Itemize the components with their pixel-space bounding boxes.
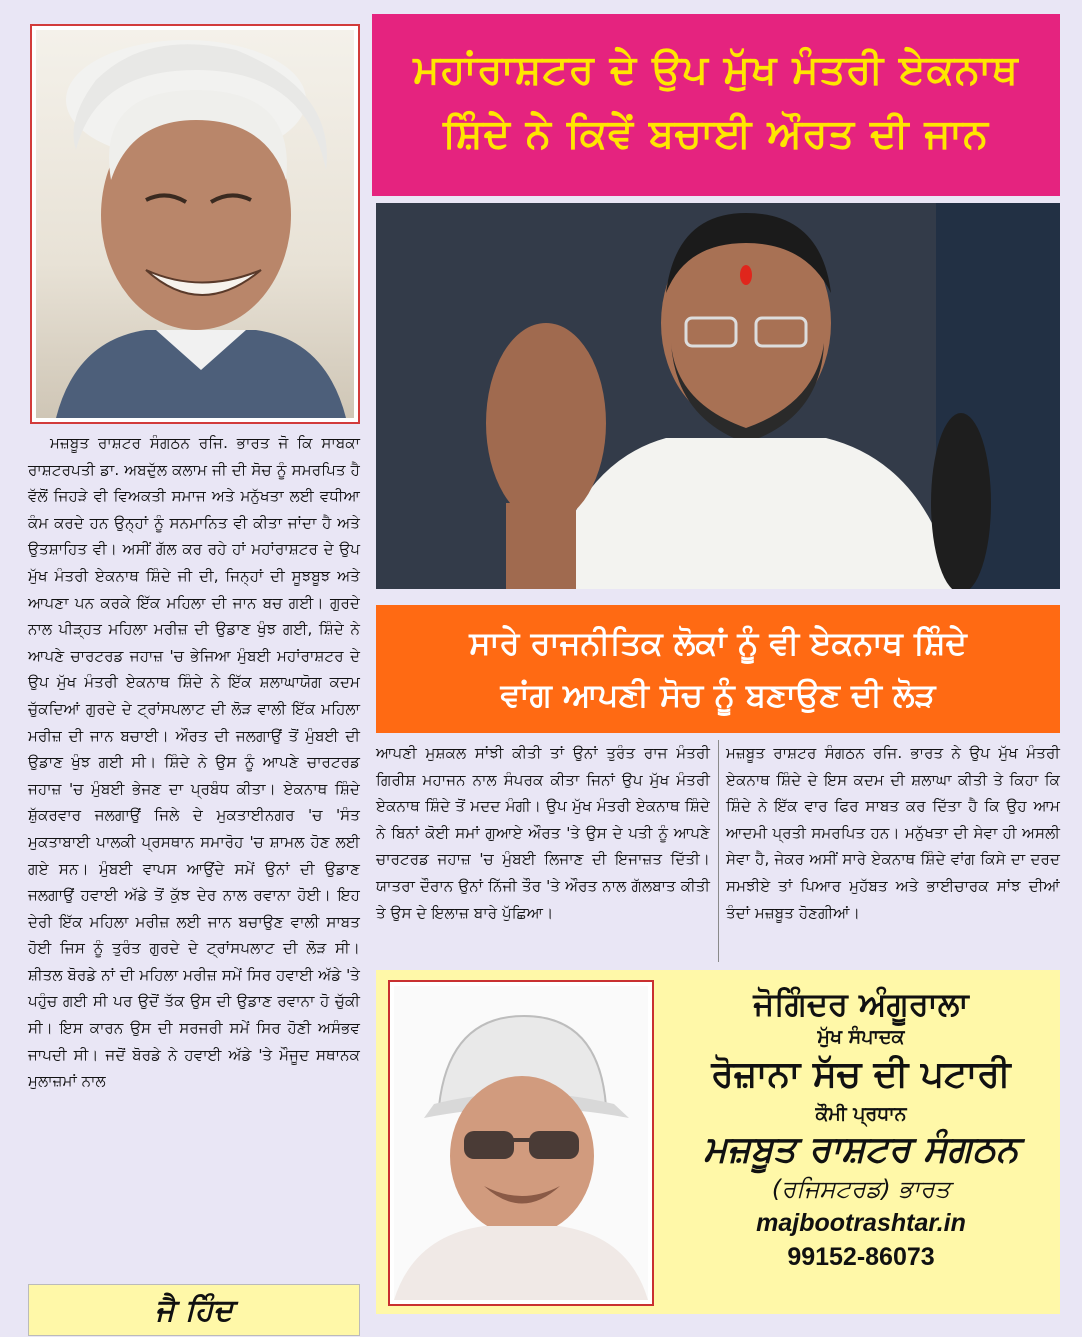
shinde-photo [376, 203, 1060, 589]
editor-title: ਮੁੱਖ ਸੰਪਾਦਕ [817, 1026, 905, 1048]
editor-photo [394, 986, 648, 1300]
headline-line-1: ਮਹਾਂਰਾਸ਼ਟਰ ਦੇ ਉਪ ਮੁੱਖ ਮੰਤਰੀ ਏਕਨਾਥ [413, 47, 1019, 93]
subhead-line-2: ਵਾਂਗ ਆਪਣੀ ਸੋਚ ਨੂੰ ਬਣਾਉਣ ਦੀ ਲੋੜ [500, 676, 936, 714]
newspaper-name: ਰੋਜ਼ਾਨਾ ਸੱਚ ਦੀ ਪਟਾਰੀ [711, 1054, 1011, 1095]
shinde-photo-illustration [376, 203, 1060, 589]
kalam-portrait-frame [30, 24, 360, 424]
article-column-3 [726, 740, 1060, 964]
kalam-portrait-photo [36, 30, 354, 418]
jai-hind-banner [28, 1284, 360, 1336]
article-col3-text: ਮਜ਼ਬੂਤ ਰਾਸ਼ਟਰ ਸੰਗਠਨ ਰਜਿ. ਭਾਰਤ ਨੇ ਉਪ ਮੁੱਖ ਮੰਤਰੀ ਏਕਨਾਥ ਸ਼ਿੰਦੇ ਦੇ ਇਸ ਕਦਮ ਦੀ ਸ਼ਲਾਘਾ ਕੀਤੀ ਤੇ ਕਿਹਾ ਕਿ ਸ਼ਿੰਦੇ ਨੇ ਇੱਕ ਵਾਰ ਫਿਰ ਸਾਬਤ ਕਰ ਦਿੱਤਾ ਹੈ ਕਿ ਉਹ ਆਮ ਆਦਮੀ ਪ੍ਰਤੀ ਸਮਰਪਿਤ ਹਨ। ਮਨੁੱਖਤਾ ਦੀ ਸੇਵਾ ਹੀ ਅਸਲੀ ਸੇਵਾ ਹੈ, ਜੇਕਰ ਅਸੀਂ ਸਾਰੇ ਏਕਨਾਥ ਸ਼ਿੰਦੇ ਵਾਂਗ ਕਿਸੇ ਦਾ ਦਰਦ ਸਮਝੀਏ ਤਾਂ ਪਿਆਰ ਮੁਹੱਬਤ ਅਤੇ ਭਾਈਚਾਰਕ ਸਾਂਝ ਦੀਆਂ ਤੰਦਾਂ ਮਜ਼ਬੂਤ ਹੋਣਗੀਆਂ। [726, 744, 1060, 922]
kalam-portrait-illustration [36, 30, 354, 418]
editor-name: ਜੋਗਿੰਦਰ ਅੰਗੂਰਾਲਾ [753, 985, 969, 1023]
column-divider [718, 740, 719, 962]
sub-headline [376, 605, 1060, 733]
org-registration: (ਰਜਿਸਟਰਡ) ਭਾਰਤ [771, 1175, 951, 1203]
editor-photo-frame [388, 980, 654, 1306]
main-headline [372, 14, 1060, 196]
jai-hind-text: ਜੈ ਹਿੰਦ [155, 1293, 233, 1328]
headline-line-2: ਸ਼ਿੰਦੇ ਨੇ ਕਿਵੇਂ ਬਚਾਈ ਔਰਤ ਦੀ ਜਾਨ [442, 111, 990, 157]
article-column-2 [376, 740, 710, 964]
editor-card [376, 970, 1060, 1314]
article-column-1 [28, 430, 360, 1276]
article-col1-text: ਮਜ਼ਬੂਤ ਰਾਸ਼ਟਰ ਸੰਗਠਨ ਰਜਿ. ਭਾਰਤ ਜੋ ਕਿ ਸਾਬਕਾ ਰਾਸ਼ਟਰਪਤੀ ਡਾ. ਅਬਦੁੱਲ ਕਲਾਮ ਜੀ ਦੀ ਸੋਚ ਨੂੰ ਸਮਰਪਿਤ ਹੈ ਵੱਲੋਂ ਜਿਹੜੇ ਵੀ ਵਿਅਕਤੀ ਸਮਾਜ ਅਤੇ ਮਨੁੱਖਤਾ ਲਈ ਵਧੀਆ ਕੰਮ ਕਰਦੇ ਹਨ ਉਨ੍ਹਾਂ ਨੂੰ ਸਨਮਾਨਿਤ ਵੀ ਕੀਤਾ ਜਾਂਦਾ ਹੈ ਅਤੇ ਉਤਸ਼ਾਹਿਤ ਵੀ। ਅਸੀਂ ਗੱਲ ਕਰ ਰਹੇ ਹਾਂ ਮਹਾਂਰਾਸ਼ਟਰ ਦੇ ਉਪ ਮੁੱਖ ਮੰਤਰੀ ਏਕਨਾਥ ਸ਼ਿੰਦੇ ਜੀ ਦੀ, ਜਿਨ੍ਹਾਂ ਦੀ ਸੂਝਬੂਝ ਅਤੇ ਆਪਣਾ ਪਨ ਕਰਕੇ ਇੱਕ ਮਹਿਲਾ ਦੀ ਜਾਨ ਬਚ ਗਈ। ਗੁਰਦੇ ਨਾਲ ਪੀੜ੍ਹਤ ਮਹਿਲਾ ਮਰੀਜ਼ ਦੀ ਉਡਾਣ ਖੁੰਝ ਗਈ, ਸ਼ਿੰਦੇ ਨੇ ਆਪਣੇ ਚਾਰਟਰਡ ਜਹਾਜ਼ 'ਚ ਭੇਜਿਆ ਮੁੰਬਈ ਮਹਾਂਰਾਸ਼ਟਰ ਦੇ ਉਪ ਮੁੱਖ ਮੰਤਰੀ ਏਕਨਾਥ ਸ਼ਿੰਦੇ ਨੇ ਇੱਕ ਸ਼ਲਾਘਾਯੋਗ ਕਦਮ ਚੁੱਕਦਿਆਂ ਗੁਰਦੇ ਦੇ ਟ੍ਰਾਂਸਪਲਾਟ ਦੀ ਲੋੜ ਵਾਲੀ ਇੱਕ ਮਹਿਲਾ ਮਰੀਜ਼ ਦੀ ਜਾਨ ਬਚਾਈ। ਔਰਤ ਦੀ ਜਲਗਾਉਂ ਤੋਂ ਮੁੰਬਈ ਦੀ ਉਡਾਣ ਖੁੰਝ ਗਈ ਸੀ। ਸ਼ਿੰਦੇ ਨੇ ਉਸ ਨੂੰ ਆਪਣੇ ਚਾਰਟਰਡ ਜਹਾਜ਼ 'ਚ ਮੁੰਬਈ ਭੇਜਣ ਦਾ ਪ੍ਰਬੰਧ ਕੀਤਾ। ਏਕਨਾਥ ਸ਼ਿੰਦੇ ਸ਼ੁੱਕਰਵਾਰ ਜਲਗਾਉਂ ਜਿਲੇ ਦੇ ਮੁਕਤਾਈਨਗਰ 'ਚ 'ਸੰਤ ਮੁਕਤਾਬਾਈ ਪਾਲਕੀ ਪ੍ਰਸਥਾਨ ਸਮਾਰੋਹ 'ਚ ਸ਼ਾਮਲ ਹੋਣ ਲਈ ਗਏ ਸਨ। ਮੁੰਬਈ ਵਾਪਸ ਆਉਂਦੇ ਸਮੇਂ ਉਨਾਂ ਦੀ ਉਡਾਣ ਜਲਗਾਉਂ ਹਵਾਈ ਅੱਡੇ ਤੋਂ ਕੁੱਝ ਦੇਰ ਨਾਲ ਰਵਾਨਾ ਹੋਈ। ਇਹ ਦੇਰੀ ਇੱਕ ਮਹਿਲਾ ਮਰੀਜ਼ ਲਈ ਜਾਨ ਬਚਾਉਣ ਵਾਲੀ ਸਾਬਤ ਹੋਈ ਜਿਸ ਨੂੰ ਤੁਰੰਤ ਗੁਰਦੇ ਦੇ ਟ੍ਰਾਂਸਪਲਾਟ ਦੀ ਲੋੜ ਸੀ। ਸ਼ੀਤਲ ਬੋਰਡੇ ਨਾਂ ਦੀ ਮਹਿਲਾ ਮਰੀਜ਼ ਸਮੇਂ ਸਿਰ ਹਵਾਈ ਅੱਡੇ 'ਤੇ ਪਹੁੰਚ ਗਈ ਸੀ ਪਰ ਉਦੋਂ ਤੱਕ ਉਸ ਦੀ ਉਡਾਣ ਰਵਾਨਾ ਹੋ ਚੁੱਕੀ ਸੀ। ਇਸ ਕਾਰਨ ਉਸ ਦੀ ਸਰਜਰੀ ਸਮੇਂ ਸਿਰ ਹੋਣੀ ਅਸੰਭਵ ਜਾਪਦੀ ਸੀ। ਜਦੋਂ ਬੋਰਡੇ ਨੇ ਹਵਾਈ ਅੱਡੇ 'ਤੇ ਮੌਜੂਦ ਸਥਾਨਕ ਮੁਲਾਜ਼ਮਾਂ ਨਾਲ [28, 434, 360, 1091]
editor-details [666, 970, 1056, 1314]
editor-photo-illustration [394, 986, 648, 1300]
org-name: ਮਜ਼ਬੂਤ ਰਾਸ਼ਟਰ ਸੰਗਠਨ [703, 1129, 1019, 1170]
subhead-line-1: ਸਾਰੇ ਰਾਜਨੀਤਿਕ ਲੋਕਾਂ ਨੂੰ ਵੀ ਏਕਨਾਥ ਸ਼ਿੰਦੇ [469, 624, 967, 662]
website-link[interactable]: majbootrashtar.in [756, 1209, 966, 1237]
article-col2-text: ਆਪਣੀ ਮੁਸ਼ਕਲ ਸਾਂਝੀ ਕੀਤੀ ਤਾਂ ਉਨਾਂ ਤੁਰੰਤ ਰਾਜ ਮੰਤਰੀ ਗਿਰੀਸ਼ ਮਹਾਜਨ ਨਾਲ ਸੰਪਰਕ ਕੀਤਾ ਜਿਨਾਂ ਉਪ ਮੁੱਖ ਮੰਤਰੀ ਏਕਨਾਥ ਸ਼ਿੰਦੇ ਤੋਂ ਮਦਦ ਮੰਗੀ। ਉਪ ਮੁੱਖ ਮੰਤਰੀ ਏਕਨਾਥ ਸ਼ਿੰਦੇ ਨੇ ਬਿਨਾਂ ਕੋਈ ਸਮਾਂ ਗੁਆਏ ਔਰਤ 'ਤੇ ਉਸ ਦੇ ਪਤੀ ਨੂੰ ਆਪਣੇ ਚਾਰਟਰਡ ਜਹਾਜ਼ 'ਚ ਮੁੰਬਈ ਲਿਜਾਣ ਦੀ ਇਜਾਜ਼ਤ ਦਿੱਤੀ। ਯਾਤਰਾ ਦੌਰਾਨ ਉਨਾਂ ਨਿੱਜੀ ਤੌਰ 'ਤੇ ਔਰਤ ਨਾਲ ਗੱਲਬਾਤ ਕੀਤੀ ਤੇ ਉਸ ਦੇ ਇਲਾਜ਼ ਬਾਰੇ ਪੁੱਛਿਆ। [376, 744, 710, 922]
org-role: ਕੌਮੀ ਪ੍ਰਧਾਨ [815, 1103, 907, 1125]
phone-number[interactable]: 99152-86073 [787, 1243, 935, 1271]
